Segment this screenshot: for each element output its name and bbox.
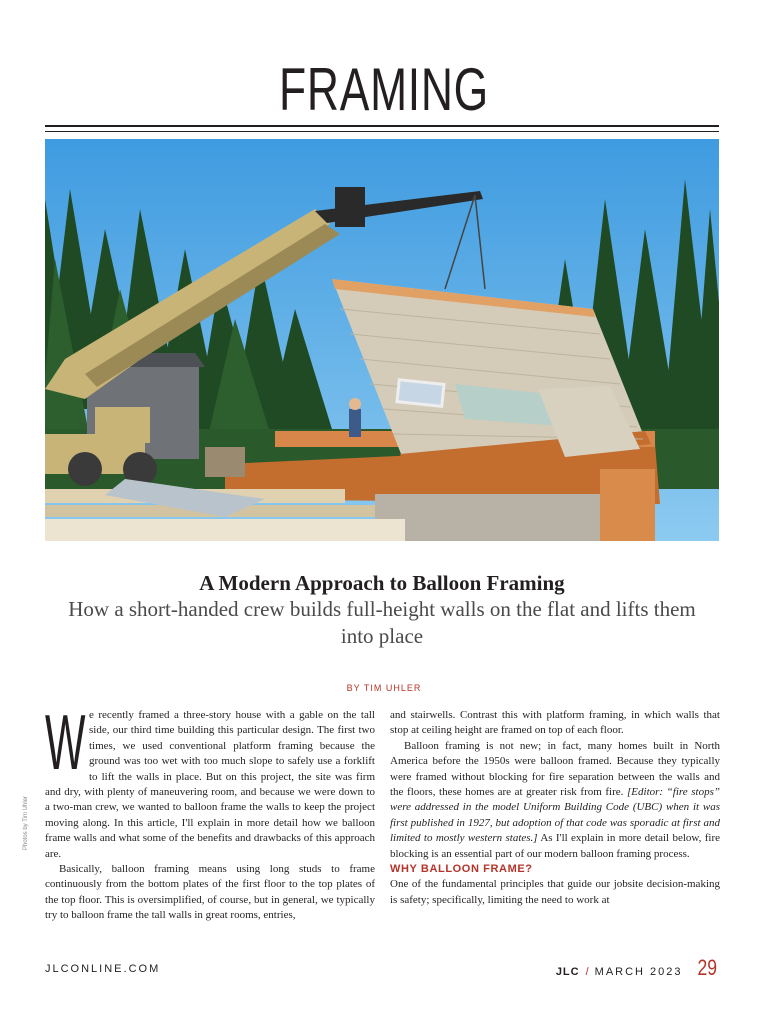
- paragraph-3: and stairwells. Contrast this with platform framing, in which walls that stop at ceiling height are framed on top of each floor.: [390, 709, 720, 737]
- article-column-right: [390, 708, 720, 908]
- paragraph-2: Basically, balloon framing means using long studs to frame continuously from the bottom plates of the first floor to the top plates of the top floor. This is oversimplified, of course, but in general, we typically try to balloon frame the tall walls in great rooms, entries,: [45, 863, 375, 922]
- hero-photo: [45, 139, 719, 541]
- footer-website: JLCONLINE.COM: [45, 963, 161, 975]
- header-rule-thick: [45, 125, 719, 127]
- footer-slash: /: [585, 966, 589, 978]
- section-title: FRAMING: [279, 56, 489, 123]
- paragraph-5: One of the fundamental principles that guide our jobsite decision-making is safety; specifically, limiting the need to work at: [390, 878, 720, 906]
- page-number: 29: [696, 955, 717, 980]
- paragraph-4-text-a: Balloon framing is not new; in fact, many homes built in North America before the 1950s were balloon framed. Because they typically were framed without blocking for fire separation between the walls and the floors, these homes are at greater risk from fire.: [390, 739, 720, 799]
- footer-magazine: JLC: [555, 966, 580, 978]
- footer-folio: [556, 955, 719, 981]
- editor-note: [Editor: “fire stops” were addressed in the model Uniform Building Code (UBC) when it was first published in 1927, but adoption of that code was sporadic at first and limited to mostly western states.]: [390, 786, 721, 845]
- paragraph-4-text-b: As I'll explain in more detail below, fire blocking is an essential part of our modern balloon framing process.: [390, 832, 720, 860]
- drop-cap: W: [45, 698, 86, 786]
- header-rule-thin: [45, 131, 719, 132]
- article-deck: How a short-handed crew builds full-height walls on the flat and lifts them into place: [68, 597, 696, 648]
- article-headline: A Modern Approach to Balloon Framing: [199, 571, 565, 595]
- photo-credit: Photos by Tim Uhler: [23, 795, 29, 850]
- footer-date: MARCH 2023: [594, 966, 683, 978]
- section-subhead: WHY BALLOON FRAME?: [390, 863, 533, 876]
- paragraph-1-text: e recently framed a three-story house with a gable on the tall side, our third time building this particular design. The first two times, we used conventional platform framing because the ground was too wet with too much slope to safely use a forklift to lift the walls in place. But on this project, the site was firm and dry, with plenty of maneuvering room, and because we were down to a two-man crew, we wanted to balloon frame the walls to keep the project moving along. In this article, I'll explain in more detail how we balloon frame walls and what some of the benefits and drawbacks of this approach are.: [45, 709, 375, 860]
- article-byline: BY TIM UHLER: [346, 683, 422, 693]
- paragraph-4: [390, 739, 720, 862]
- article-column-left: [45, 698, 375, 924]
- paragraph-1: [45, 698, 375, 862]
